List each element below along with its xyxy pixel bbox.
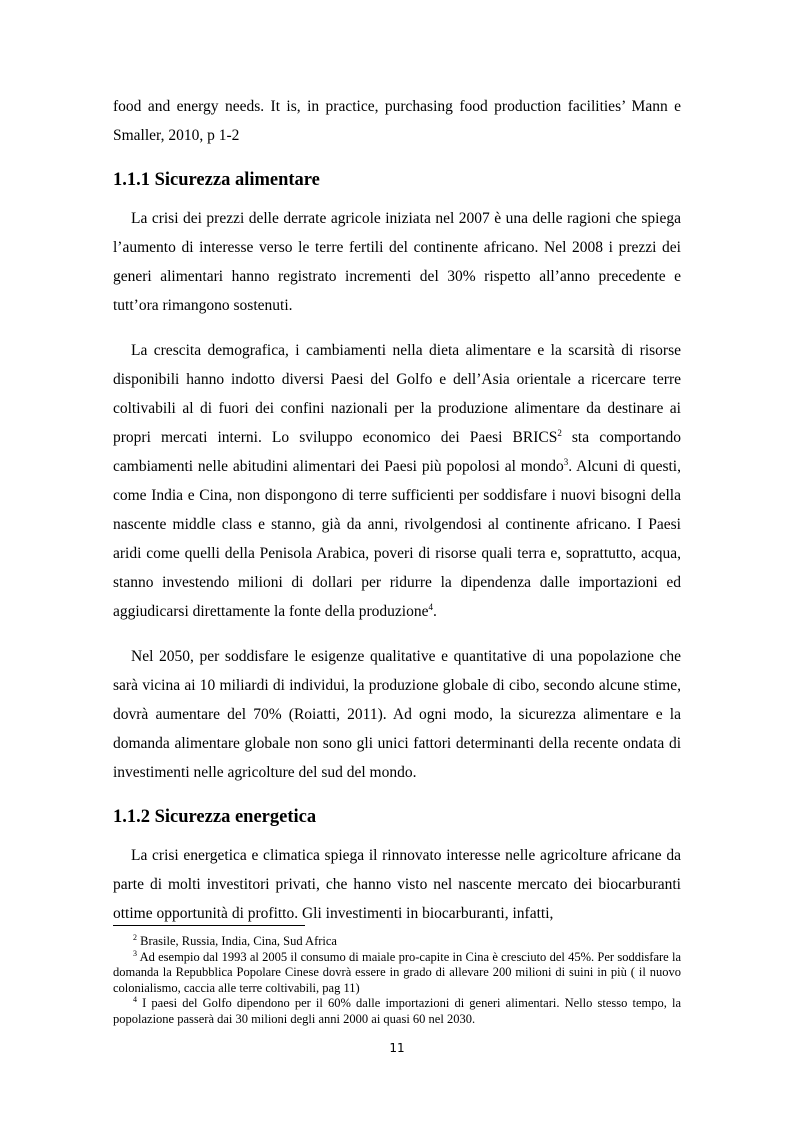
footnote-ref-3[interactable]: 3: [563, 456, 569, 467]
footnote-3: [113, 950, 681, 997]
section-heading-food-security: 1.1.1 Sicurezza alimentare: [113, 170, 320, 190]
footnote-number: 2: [133, 932, 137, 942]
paragraph: La crisi energetica e climatica spiega il rinnovato interesse nelle agricolture africane da parte di molti investitori privati, che hanno visto nel nascente mercato dei biocarburanti ottime opportunità di profitto. Gli investimenti in biocarburanti, infatti,: [113, 847, 681, 922]
page-body: [113, 92, 681, 944]
footnotes: [113, 925, 681, 1027]
paragraph: La crisi dei prezzi delle derrate agricole iniziata nel 2007 è una delle ragioni che spiega l’aumento di interesse verso le terre fertili del continente africano. Nel 2008 i prezzi dei generi alimentari hanno registrato incrementi del 30% rispetto all’anno precedente e tutt’ora rimangono sostenuti.: [113, 210, 681, 314]
page-number: 11: [389, 1041, 405, 1055]
footnote-4: [113, 996, 681, 1027]
footnote-divider: [113, 925, 305, 926]
footnote-text: I paesi del Golfo dipendono per il 60% dalle importazioni di generi alimentari. Nello stesso tempo, la popolazione passerà dai 30 milioni degli anni 2000 ai quasi 60 nel 2030.: [113, 996, 681, 1026]
footnote-number: 3: [133, 948, 137, 958]
footnote-text: Brasile, Russia, India, Cina, Sud Africa: [137, 934, 337, 948]
paragraph: Nel 2050, per soddisfare le esigenze qualitative e quantitative di una popolazione che sarà vicina ai 10 miliardi di individui, la produzione globale di cibo, secondo alcune stime, dovrà aumentare del 70% (Roiatti, 2011). Ad ogni modo, la sicurezza alimentare e la domanda alimentare globale non sono gli unici fattori determinanti della recente ondata di investimenti nelle agricolture del sud del mondo.: [113, 648, 681, 781]
footnote-2: [113, 934, 681, 950]
paragraph-text: La crescita demografica, i cambiamenti nella dieta alimentare e la scarsità di risorse disponibili hanno indotto diversi Paesi del Golfo e dell’Asia orientale a ricercare terre coltivabili al di fuori dei confini nazionali per la produzione alimentare da destinare ai propri mercati interni. Lo sviluppo economico dei Paesi BRICS: [113, 342, 681, 446]
paragraph-text: .: [432, 603, 437, 620]
paragraph-text: . Alcuni di questi, come India e Cina, non dispongono di terre sufficienti per soddisfare i nuovi bisogni della nascente middle class e stanno, già da anni, rivolgendosi al continente africano. I Paesi aridi come quelli della Penisola Arabica, poveri di risorse quali terra e, soprattutto, acqua, stanno investendo milioni di dollari per ridurre la dipendenza dalle importazioni ed aggiudicarsi direttamente la fonte della produzione: [113, 458, 681, 620]
paragraph: [113, 336, 681, 626]
intro-paragraph: food and energy needs. It is, in practice, purchasing food production facilities’ Mann e Smaller, 2010, p 1-2: [113, 98, 681, 144]
footnote-ref-2[interactable]: 2: [557, 427, 562, 438]
paragraph-text: sta comportando cambiamenti nelle abitudini alimentari dei Paesi più popolosi al mondo: [113, 429, 681, 475]
footnote-text: Ad esempio dal 1993 al 2005 il consumo di maiale pro-capite in Cina è cresciuto del 45%. Per soddisfare la domanda la Repubblica Popolare Cinese dovrà essere in grado di allevare 200 milioni di suini in più ( il nuovo colonialismo, caccia alle terre coltivabili, pag 11): [113, 949, 681, 995]
footnote-number: 4: [133, 994, 137, 1004]
footnote-ref-4[interactable]: 4: [428, 601, 433, 612]
section-heading-energy-security: 1.1.2 Sicurezza energetica: [113, 807, 317, 827]
